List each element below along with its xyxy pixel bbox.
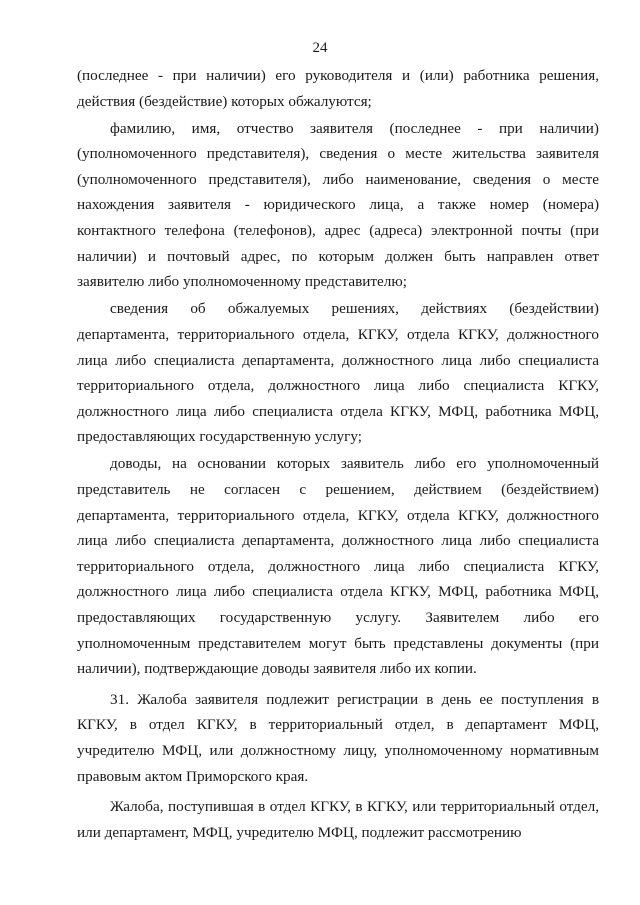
paragraph-continuation: (последнее - при наличии) его руководителя и (или) работника решения, действия (бездействие) которых обжалуются; (77, 67, 599, 110)
document-body (77, 63, 599, 847)
paragraph-applicant-name: фамилию, имя, отчество заявителя (последнее - при наличии) (уполномоченного представителя), сведения о месте жительства заявителя (уполномоченного представителя), либо наименование, сведения о месте нахождения заявителя - юридического лица, а также номер (номера) контактного телефона (телефонов), адрес (адреса) электронной почты (при наличии) и почтовый адрес, по которым должен быть направлен ответ заявителю либо уполномоченному представителю; (77, 119, 599, 291)
paragraph-appealed-decisions: сведения об обжалуемых решениях, действиях (бездействии) департамента, территориального отдела, КГКУ, отдела КГКУ, должностного лица либо специалиста департамента, должностного лица либо специалиста территориального отдела, должностного лица либо специалиста КГКУ, должностного лица либо специалиста отдела КГКУ, МФЦ, работника МФЦ, предоставляющих государственную услугу; (77, 300, 599, 446)
paragraph-arguments: доводы, на основании которых заявитель либо его уполномоченный представитель не согласен с решением, действием (бездействием) департамента, территориального отдела, КГКУ, отдела КГКУ, должностного лица либо специалиста департамента, должностного лица либо специалиста территориального отдела, должностного лица либо специалиста КГКУ, должностного лица либо специалиста отдела КГКУ, МФЦ, работника МФЦ, предоставляющих государственную услугу. Заявителем либо его уполномоченным представителем могут быть представлены документы (при наличии), подтверждающие доводы заявителя либо их копии. (77, 455, 599, 678)
page-number: 24 (312, 40, 328, 56)
paragraph-complaint-review: Жалоба, поступившая в отдел КГКУ, в КГКУ, или территориальный отдел, или департамент, МФЦ, учредителю МФЦ, подлежит рассмотрению (77, 798, 599, 841)
paragraph-clause-31: 31. Жалоба заявителя подлежит регистрации в день ее поступления в КГКУ, в отдел КГКУ, в территориальный отдел, в департамент МФЦ, учредителю МФЦ, или должностному лицу, уполномоченному нормативным правовым актом Приморского края. (77, 690, 599, 785)
